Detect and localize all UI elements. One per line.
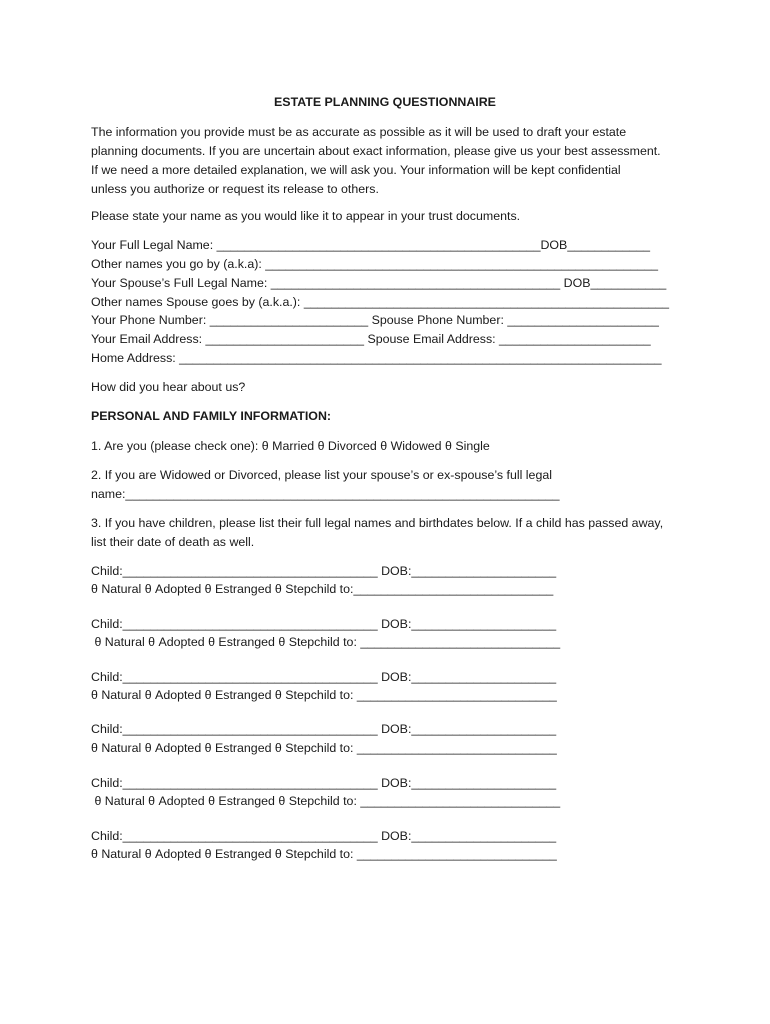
children-question: 3. If you have children, please list their full legal names and birthdates below. If a child has passed away, [91,516,664,530]
child-field[interactable]: Child:_____________________________________ DOB:_____________________ [91,617,557,631]
spouse-name-field[interactable]: name:_______________________________________________________________ [91,487,560,501]
email-address-fields[interactable]: Your Email Address: _______________________ Spouse Email Address: ______________________ [91,332,651,346]
phone-number-fields[interactable]: Your Phone Number: _______________________ Spouse Phone Number: ______________________ [91,313,659,327]
child-field[interactable]: Child:_____________________________________ DOB:_____________________ [91,776,557,790]
hear-about-question: How did you hear about us? [91,380,246,394]
spouse-full-name-field[interactable]: Your Spouse’s Full Legal Name: __________________________________________ DOB___________ [91,276,667,290]
full-legal-name-field[interactable]: Your Full Legal Name: _______________________________________________DOB____________ [91,238,651,252]
intro-paragraph [91,123,691,199]
child-type-options[interactable]: θ Natural θ Adopted θ Estranged θ Stepchild to: _____________________________ [91,847,557,861]
home-address-field[interactable]: Home Address: ______________________________________________________________________ [91,351,662,365]
document-title: ESTATE PLANNING QUESTIONNAIRE [274,95,496,109]
intro-line: unless you authorize or request its release to others. [91,182,379,196]
spouse-other-names-field[interactable]: Other names Spouse goes by (a.k.a.): _____________________________________________________ [91,295,670,309]
spouse-name-question: 2. If you are Widowed or Divorced, please list your spouse’s or ex-spouse’s full legal [91,468,552,482]
other-names-field[interactable]: Other names you go by (a.k.a): _________________________________________________________ [91,257,659,271]
section-heading: PERSONAL AND FAMILY INFORMATION: [91,409,332,423]
child-type-options[interactable]: θ Natural θ Adopted θ Estranged θ Stepchild to: _____________________________ [91,741,557,755]
children-question-cont: list their date of death as well. [91,535,255,549]
child-field[interactable]: Child:_____________________________________ DOB:_____________________ [91,829,557,843]
child-field[interactable]: Child:_____________________________________ DOB:_____________________ [91,722,557,736]
child-type-options[interactable]: θ Natural θ Adopted θ Estranged θ Stepchild to: _____________________________ [91,794,561,808]
child-type-options[interactable]: θ Natural θ Adopted θ Estranged θ Stepchild to:_____________________________ [91,582,554,596]
child-field[interactable]: Child:_____________________________________ DOB:_____________________ [91,564,557,578]
intro-line: planning documents. If you are uncertain about exact information, please give us your best assessment. [91,144,661,158]
child-type-options[interactable]: θ Natural θ Adopted θ Estranged θ Stepchild to: _____________________________ [91,688,557,702]
intro-line: If we need a more detailed explanation, we will ask you. Your information will be kept confidential [91,163,621,177]
child-field[interactable]: Child:_____________________________________ DOB:_____________________ [91,670,557,684]
marital-status-question[interactable]: 1. Are you (please check one): θ Married θ Divorced θ Widowed θ Single [91,439,490,453]
name-instruction: Please state your name as you would like it to appear in your trust documents. [91,209,521,223]
child-type-options[interactable]: θ Natural θ Adopted θ Estranged θ Stepchild to: _____________________________ [91,635,561,649]
intro-line: The information you provide must be as accurate as possible as it will be used to draft your estate [91,125,627,139]
